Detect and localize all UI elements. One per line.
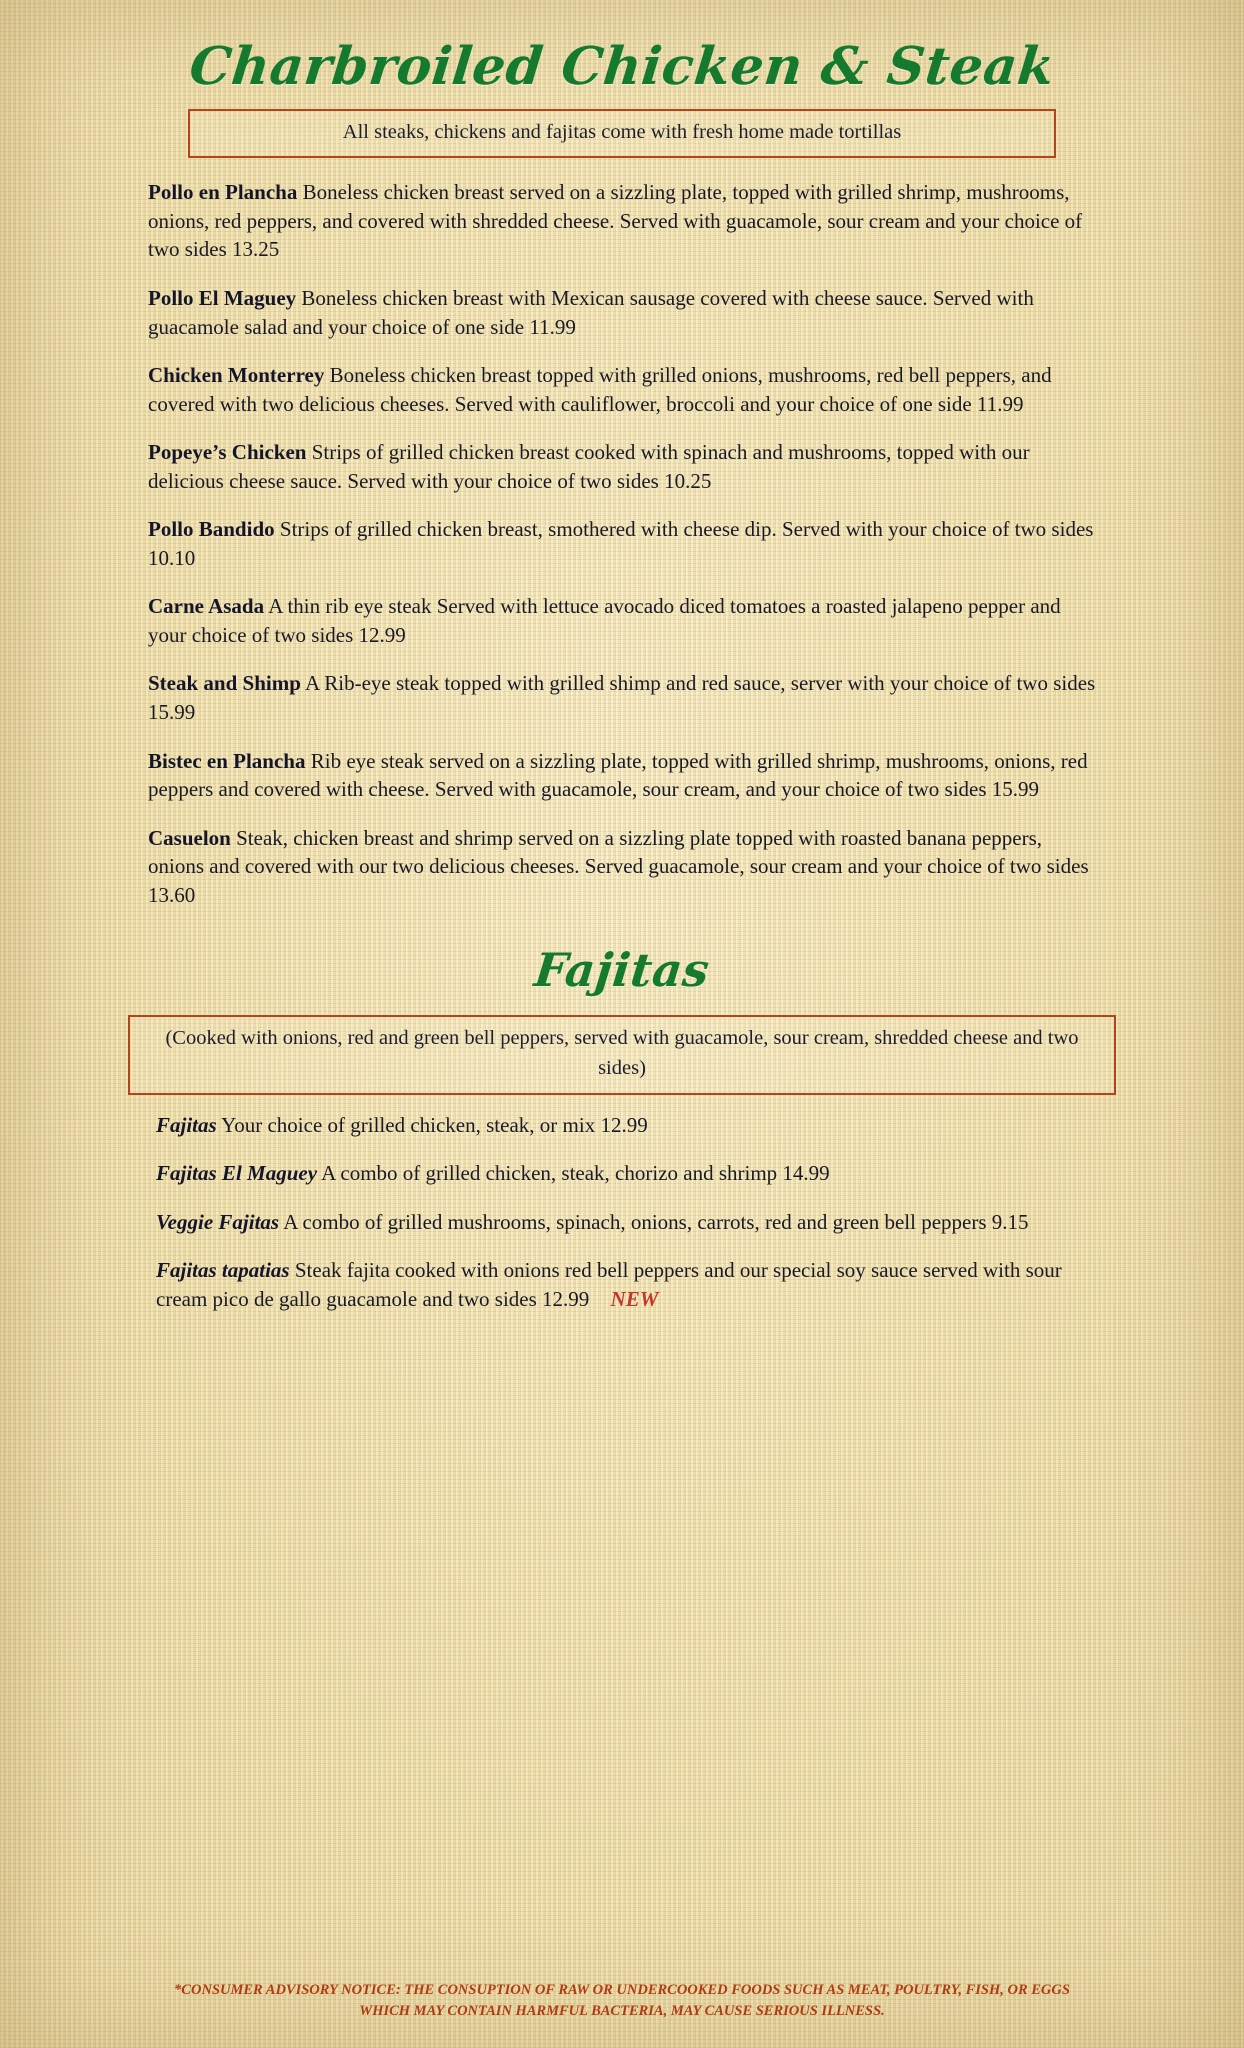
- fajitas-note-box: (Cooked with onions, red and green bell peppers, served with guacamole, sour cream, shredded cheese and two sides): [128, 1015, 1116, 1094]
- menu-item-name: Fajitas El Maguey: [156, 1161, 318, 1186]
- menu-item: [148, 669, 1096, 726]
- menu-item-name: Fajitas: [156, 1112, 217, 1137]
- menu-item-name: Casuelon: [148, 825, 231, 850]
- menu-item: [148, 178, 1096, 264]
- advisory-line-2: WHICH MAY CONTAIN HARMFUL BACTERIA, MAY CAUSE SERIOUS ILLNESS.: [359, 2002, 885, 2019]
- menu-item-name: Fajitas tapatias: [156, 1258, 290, 1283]
- menu-item-description: A combo of grilled mushrooms, spinach, onions, carrots, red and green bell peppers 9.15: [283, 1209, 1029, 1234]
- menu-item-description: Rib eye steak served on a sizzling plate, topped with grilled shrimp, mushrooms, onions, red peppers and covered with cheese. Served with guacamole, sour cream, and your choice of two sides 15.99: [148, 748, 1088, 802]
- entree-list: [0, 178, 1244, 909]
- menu-item-name: Bistec en Plancha: [148, 748, 306, 773]
- consumer-advisory-notice: [0, 1980, 1244, 2022]
- menu-item-description: A Rib-eye steak topped with grilled shimp and red sauce, server with your choice of two sides 15.99: [148, 671, 1096, 724]
- menu-item: [148, 1159, 1096, 1188]
- menu-item-name: Chicken Monterrey: [148, 363, 325, 388]
- menu-item-description: A thin rib eye steak Served with lettuce avocado diced tomatoes a roasted jalapeno pepper and your choice of two sides 12.99: [148, 594, 1061, 647]
- menu-item: [148, 747, 1096, 804]
- advisory-line-1: *CONSUMER ADVISORY NOTICE: THE CONSUPTION OF RAW OR UNDERCOOKED FOODS SUCH AS MEAT, POULTRY, FISH, OR EGGS: [174, 1981, 1070, 1998]
- tortilla-note-box: All steaks, chickens and fajitas come with fresh home made tortillas: [188, 109, 1056, 159]
- new-badge: NEW: [610, 1286, 659, 1311]
- menu-item-description: Steak, chicken breast and shrimp served on a sizzling plate topped with roasted banana peppers, onions and covered with our two delicious cheeses. Served guacamole, sour cream and your choice of two sides 13.60: [148, 825, 1089, 907]
- menu-item-name: Carne Asada: [148, 594, 265, 619]
- menu-item: [148, 361, 1096, 418]
- page-title: Charbroiled Chicken & Steak: [186, 36, 1058, 97]
- menu-item-name: Pollo El Maguey: [148, 285, 297, 310]
- menu-item-name: Steak and Shimp: [148, 671, 301, 696]
- menu-item-description: Your choice of grilled chicken, steak, or mix 12.99: [221, 1112, 648, 1137]
- menu-item-name: Popeye’s Chicken: [148, 440, 307, 465]
- menu-item: [148, 1111, 1096, 1140]
- menu-item-name: Pollo Bandido: [148, 517, 275, 542]
- menu-item-description: Strips of grilled chicken breast cooked with spinach and mushrooms, topped with our delicious cheese sauce. Served with your choice of two sides 10.25: [148, 440, 1030, 493]
- menu-item-name: Pollo en Plancha: [148, 180, 298, 205]
- menu-item-name: Veggie Fajitas: [156, 1209, 280, 1234]
- menu-item: [148, 1256, 1096, 1313]
- menu-item-description: Boneless chicken breast served on a sizzling plate, topped with grilled shrimp, mushrooms, onions, red peppers, and covered with shredded cheese. Served with guacamole, sour cream and your choice of two sides 13.25: [148, 180, 1083, 262]
- fajitas-list: [0, 1111, 1244, 1314]
- menu-item-description: Steak fajita cooked with onions red bell peppers and our special soy sauce served with sour cream pico de gallo guacamole and two sides 12.99: [156, 1258, 1062, 1311]
- menu-item: [148, 592, 1096, 649]
- menu-item-description: Boneless chicken breast with Mexican sausage covered with cheese sauce. Served with guacamole salad and your choice of one side 11.99: [148, 285, 1034, 339]
- menu-item-description: A combo of grilled chicken, steak, chorizo and shrimp 14.99: [321, 1161, 830, 1186]
- fajitas-section-title: Fajitas: [531, 943, 713, 998]
- menu-item: [148, 438, 1096, 495]
- menu-item: [148, 824, 1096, 910]
- menu-item: [148, 515, 1096, 572]
- menu-item: [148, 284, 1096, 341]
- menu-item-description: Boneless chicken breast topped with grilled onions, mushrooms, red bell peppers, and covered with two delicious cheeses. Served with cauliflower, broccoli and your choice of one side 11.99: [148, 363, 1052, 416]
- menu-item-description: Strips of grilled chicken breast, smothered with cheese dip. Served with your choice of two sides 10.10: [148, 517, 1094, 570]
- menu-item: [148, 1208, 1096, 1237]
